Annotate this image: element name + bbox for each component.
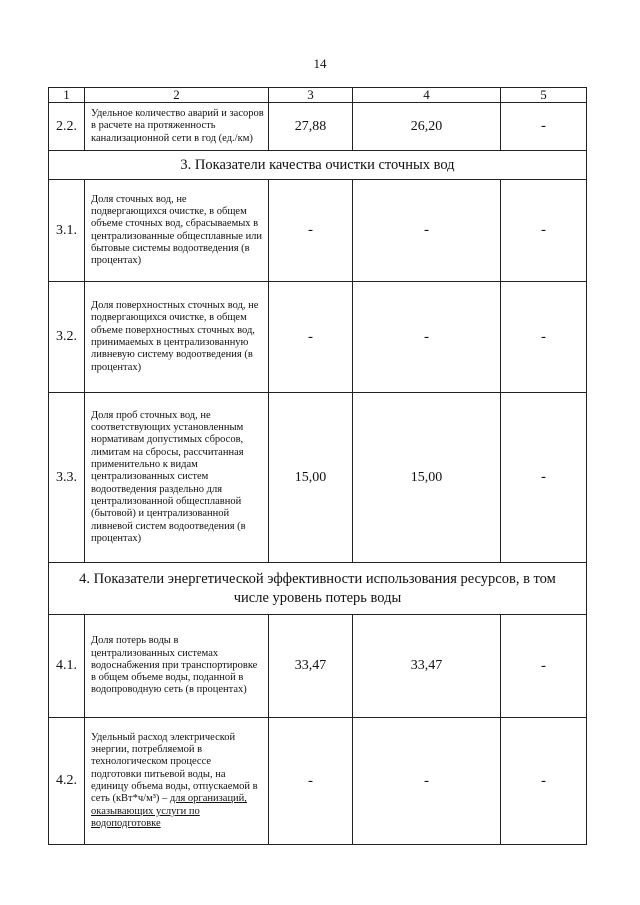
table-row	[49, 180, 587, 282]
table-row	[49, 615, 587, 718]
row-description	[85, 718, 269, 845]
description-underlined-text: для организаций, оказывающих услуги по водоподготовке	[91, 793, 247, 829]
row-number: 3.1.	[49, 180, 85, 282]
value-col5: -	[501, 180, 587, 282]
table-row	[49, 103, 587, 151]
row-description: Доля проб сточных вод, не соответствующих установленным нормативам допустимых сбросов, лимитам на сбросы, рассчитанная применительно к видам централизованных систем водоотведения раздельно для централизованной общесплавной (бытовой) и централизованной ливневой систем водоотведения (в процентах)	[85, 393, 269, 563]
value-col4: 26,20	[353, 103, 501, 151]
table-row	[49, 282, 587, 393]
value-col3: 15,00	[269, 393, 353, 563]
indicators-table	[48, 87, 587, 845]
value-col4: -	[353, 718, 501, 845]
row-number: 2.2.	[49, 103, 85, 151]
value-col3: -	[269, 718, 353, 845]
value-col5: -	[501, 282, 587, 393]
column-header: 3	[269, 88, 353, 103]
section-row	[49, 563, 587, 615]
section-title: 4. Показатели энергетической эффективности использования ресурсов, в том числе уровень потерь воды	[49, 563, 587, 615]
table-row	[49, 393, 587, 563]
column-header: 1	[49, 88, 85, 103]
column-header: 2	[85, 88, 269, 103]
value-col4: 15,00	[353, 393, 501, 563]
row-description: Доля потерь воды в централизованных системах водоснабжения при транспортировке в общем объеме воды, поданной в водопроводную сеть (в процентах)	[85, 615, 269, 718]
page-number: 14	[313, 56, 327, 71]
value-col5: -	[501, 615, 587, 718]
column-header: 4	[353, 88, 501, 103]
value-col4: 33,47	[353, 615, 501, 718]
row-number: 3.3.	[49, 393, 85, 563]
value-col4: -	[353, 282, 501, 393]
value-col3: 33,47	[269, 615, 353, 718]
value-col5: -	[501, 103, 587, 151]
value-col5: -	[501, 393, 587, 563]
value-col3: -	[269, 282, 353, 393]
row-number: 3.2.	[49, 282, 85, 393]
row-description: Доля сточных вод, не подвергающихся очистке, в общем объеме сточных вод, сбрасываемых в централизованные общесплавные или бытовые системы водоотведения (в процентах)	[85, 180, 269, 282]
column-header: 5	[501, 88, 587, 103]
value-col3: 27,88	[269, 103, 353, 151]
value-col5: -	[501, 718, 587, 845]
description-text: Удельный расход электрической энергии, потребляемой в технологическом процессе подготовки питьевой воды, на единицу объема воды, отпускаемой в сеть (кВт*ч/м³) –	[91, 731, 258, 805]
table-header-row	[49, 88, 587, 103]
section-row	[49, 151, 587, 180]
row-description: Удельное количество аварий и засоров в расчете на протяженность канализационной сети в год (ед./км)	[85, 103, 269, 151]
row-number: 4.1.	[49, 615, 85, 718]
row-number: 4.2.	[49, 718, 85, 845]
value-col4: -	[353, 180, 501, 282]
section-title: 3. Показатели качества очистки сточных вод	[49, 151, 587, 180]
value-col3: -	[269, 180, 353, 282]
row-description: Доля поверхностных сточных вод, не подвергающихся очистке, в общем объеме поверхностных сточных вод, принимаемых в централизованную ливневую систему водоотведения (в процентах)	[85, 282, 269, 393]
table-row	[49, 718, 587, 845]
